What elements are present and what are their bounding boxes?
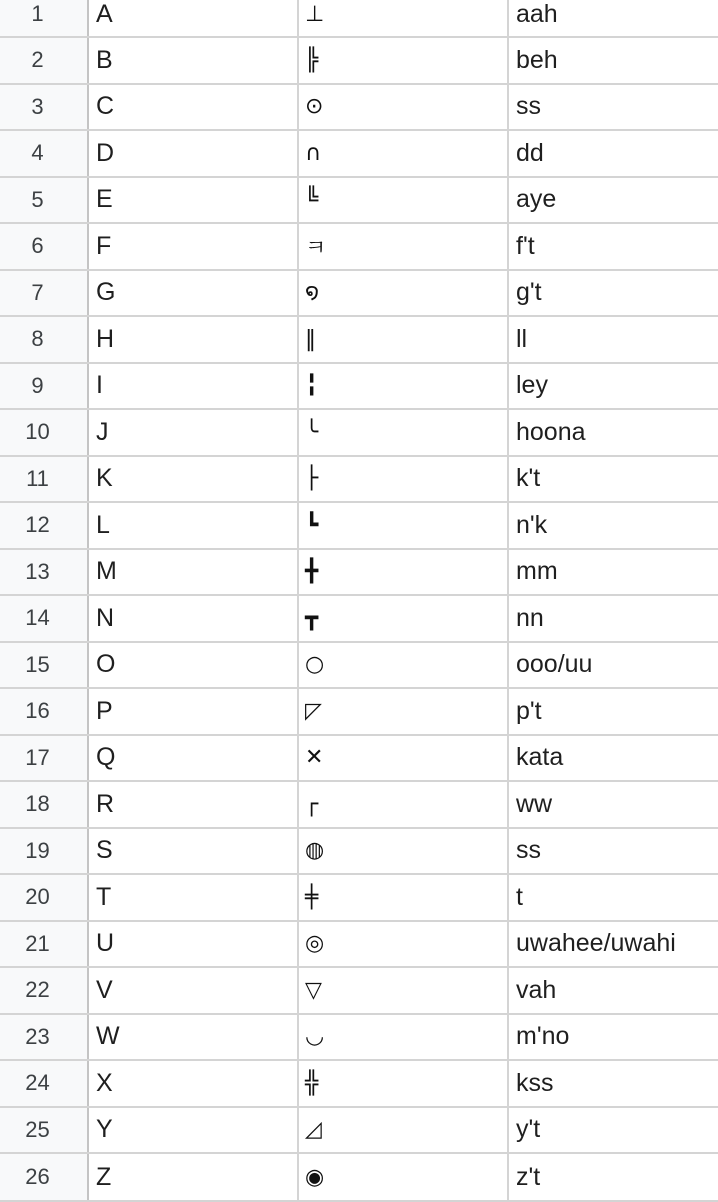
row-number[interactable]: 23 bbox=[0, 1015, 89, 1060]
sound-cell[interactable]: hoona bbox=[516, 417, 586, 446]
row-number[interactable]: 2 bbox=[0, 38, 89, 83]
letter-cell[interactable]: G bbox=[89, 271, 299, 316]
sound-cell[interactable]: g't bbox=[516, 278, 542, 307]
row-number[interactable]: 8 bbox=[0, 317, 89, 362]
glyph-cell[interactable]: ◡ bbox=[299, 1015, 509, 1060]
sound-cell[interactable]: kata bbox=[516, 743, 564, 772]
glyph-cell[interactable]: ◿ bbox=[299, 1108, 509, 1153]
letter-cell[interactable]: F bbox=[89, 224, 299, 269]
glyph-cell[interactable]: ┳ bbox=[299, 596, 509, 641]
sound-cell[interactable]: beh bbox=[516, 45, 558, 74]
letter-cell[interactable]: U bbox=[89, 922, 299, 967]
glyph-cell[interactable]: ◸ bbox=[299, 689, 509, 734]
row-number[interactable]: 21 bbox=[0, 922, 89, 967]
sound-cell[interactable]: ss bbox=[516, 92, 541, 121]
letter-cell[interactable]: I bbox=[89, 364, 299, 409]
letter-cell[interactable]: X bbox=[89, 1061, 299, 1106]
table-row bbox=[0, 317, 718, 364]
row-number[interactable]: 16 bbox=[0, 689, 89, 734]
letter-cell[interactable]: Q bbox=[89, 736, 299, 781]
table-row bbox=[0, 643, 718, 690]
table-row bbox=[0, 178, 718, 225]
table-row bbox=[0, 503, 718, 550]
letter-cell[interactable]: N bbox=[89, 596, 299, 641]
table-row bbox=[0, 829, 718, 876]
letter-cell[interactable]: Y bbox=[89, 1108, 299, 1153]
table-row bbox=[0, 131, 718, 178]
sound-cell[interactable]: ww bbox=[516, 789, 553, 818]
letter-cell[interactable]: K bbox=[89, 457, 299, 502]
sound-cell[interactable]: t bbox=[516, 882, 523, 911]
table-row bbox=[0, 1154, 718, 1202]
glyph-cell[interactable]: ⊙ bbox=[299, 85, 509, 130]
sound-cell[interactable]: nn bbox=[516, 603, 544, 632]
glyph-cell[interactable]: ∩ bbox=[299, 131, 509, 176]
sound-cell[interactable]: dd bbox=[516, 138, 544, 167]
table-row bbox=[0, 875, 718, 922]
row-number[interactable]: 25 bbox=[0, 1108, 89, 1153]
letter-cell[interactable]: E bbox=[89, 178, 299, 223]
sound-cell[interactable]: uwahee/uwahi bbox=[516, 929, 676, 958]
letter-cell[interactable]: A bbox=[89, 0, 299, 36]
glyph-cell[interactable]: ▽ bbox=[299, 968, 509, 1013]
sound-cell[interactable]: ooo/uu bbox=[516, 650, 593, 679]
table-row bbox=[0, 410, 718, 457]
letter-cell[interactable]: B bbox=[89, 38, 299, 83]
glyph-cell[interactable]: ╪ bbox=[299, 875, 509, 920]
sound-cell[interactable]: aah bbox=[516, 0, 558, 28]
glyph-cell[interactable]: ✕ bbox=[299, 736, 509, 781]
row-number[interactable]: 7 bbox=[0, 271, 89, 316]
sound-cell[interactable]: z't bbox=[516, 1162, 541, 1191]
letter-cell[interactable]: M bbox=[89, 550, 299, 595]
table-row bbox=[0, 1108, 718, 1155]
row-number[interactable]: 6 bbox=[0, 224, 89, 269]
row-number[interactable]: 9 bbox=[0, 364, 89, 409]
sound-cell[interactable]: ley bbox=[516, 371, 548, 400]
table-row bbox=[0, 596, 718, 643]
letter-cell[interactable]: L bbox=[89, 503, 299, 548]
glyph-cell[interactable]: ◍ bbox=[299, 829, 509, 874]
glyph-cell[interactable]: ╰ bbox=[299, 410, 509, 455]
sound-cell[interactable]: y't bbox=[516, 1115, 541, 1144]
table-row bbox=[0, 550, 718, 597]
letter-cell[interactable]: W bbox=[89, 1015, 299, 1060]
row-number[interactable]: 26 bbox=[0, 1154, 89, 1200]
letter-cell[interactable]: O bbox=[89, 643, 299, 688]
letter-cell[interactable]: H bbox=[89, 317, 299, 362]
letter-cell[interactable]: V bbox=[89, 968, 299, 1013]
row-number[interactable]: 24 bbox=[0, 1061, 89, 1106]
sound-cell[interactable]: vah bbox=[516, 975, 557, 1004]
glyph-cell[interactable]: ໑ bbox=[299, 271, 509, 316]
sound-cell[interactable]: aye bbox=[516, 185, 557, 214]
table-row bbox=[0, 271, 718, 318]
letter-cell[interactable]: P bbox=[89, 689, 299, 734]
glyph-cell[interactable]: ‖ bbox=[299, 317, 509, 362]
glyph-cell[interactable]: ◉ bbox=[299, 1154, 509, 1200]
row-number[interactable]: 3 bbox=[0, 85, 89, 130]
glyph-cell[interactable]: ⊥ bbox=[299, 0, 509, 36]
glyph-cell[interactable]: ╬ bbox=[299, 1061, 509, 1106]
glyph-cell[interactable]: ○ bbox=[299, 643, 509, 688]
sound-cell[interactable]: ss bbox=[516, 836, 541, 865]
table-row bbox=[0, 224, 718, 271]
sound-cell[interactable]: k't bbox=[516, 464, 541, 493]
letter-cell[interactable]: J bbox=[89, 410, 299, 455]
table-row bbox=[0, 689, 718, 736]
letter-cell[interactable]: D bbox=[89, 131, 299, 176]
letter-cell[interactable]: Z bbox=[89, 1154, 299, 1200]
letter-cell[interactable]: T bbox=[89, 875, 299, 920]
sound-cell[interactable]: mm bbox=[516, 557, 558, 586]
table-row bbox=[0, 457, 718, 504]
row-number[interactable]: 17 bbox=[0, 736, 89, 781]
sound-cell[interactable]: m'no bbox=[516, 1022, 570, 1051]
row-number[interactable]: 19 bbox=[0, 829, 89, 874]
glyph-cell[interactable]: ┗ bbox=[299, 503, 509, 548]
row-number[interactable]: 22 bbox=[0, 968, 89, 1013]
table-row bbox=[0, 1015, 718, 1062]
sound-cell[interactable]: p't bbox=[516, 696, 542, 725]
row-number[interactable]: 15 bbox=[0, 643, 89, 688]
letter-cell[interactable]: C bbox=[89, 85, 299, 130]
row-number[interactable]: 11 bbox=[0, 457, 89, 502]
row-number[interactable]: 20 bbox=[0, 875, 89, 920]
table-row bbox=[0, 1061, 718, 1108]
row-number[interactable]: 14 bbox=[0, 596, 89, 641]
table-row bbox=[0, 968, 718, 1015]
table-row bbox=[0, 736, 718, 783]
table-row bbox=[0, 922, 718, 969]
table-row bbox=[0, 0, 718, 38]
glyph-cell[interactable]: ├ bbox=[299, 457, 509, 502]
glyph-cell[interactable]: ╋ bbox=[299, 550, 509, 595]
glyph-cell[interactable]: ╚ bbox=[299, 178, 509, 223]
row-number[interactable]: 5 bbox=[0, 178, 89, 223]
letter-cell[interactable]: S bbox=[89, 829, 299, 874]
sound-cell[interactable]: kss bbox=[516, 1068, 554, 1097]
glyph-cell[interactable]: ㅋ bbox=[299, 224, 509, 269]
letter-cell[interactable]: R bbox=[89, 782, 299, 827]
row-number[interactable]: 12 bbox=[0, 503, 89, 548]
glyph-cell[interactable]: ┌ bbox=[299, 782, 509, 827]
row-number[interactable]: 10 bbox=[0, 410, 89, 455]
table-row bbox=[0, 38, 718, 85]
row-number[interactable]: 4 bbox=[0, 131, 89, 176]
table-row bbox=[0, 782, 718, 829]
glyph-cell[interactable]: ◎ bbox=[299, 922, 509, 967]
table-row bbox=[0, 364, 718, 411]
sound-cell[interactable]: n'k bbox=[516, 510, 548, 539]
table-row bbox=[0, 85, 718, 132]
glyph-cell[interactable]: ╠ bbox=[299, 38, 509, 83]
glyph-cell[interactable]: ╏ bbox=[299, 364, 509, 409]
row-number[interactable]: 18 bbox=[0, 782, 89, 827]
sound-cell[interactable]: ll bbox=[516, 324, 528, 353]
row-number[interactable]: 13 bbox=[0, 550, 89, 595]
sound-cell[interactable]: f't bbox=[516, 231, 535, 260]
row-number[interactable]: 1 bbox=[0, 0, 89, 36]
